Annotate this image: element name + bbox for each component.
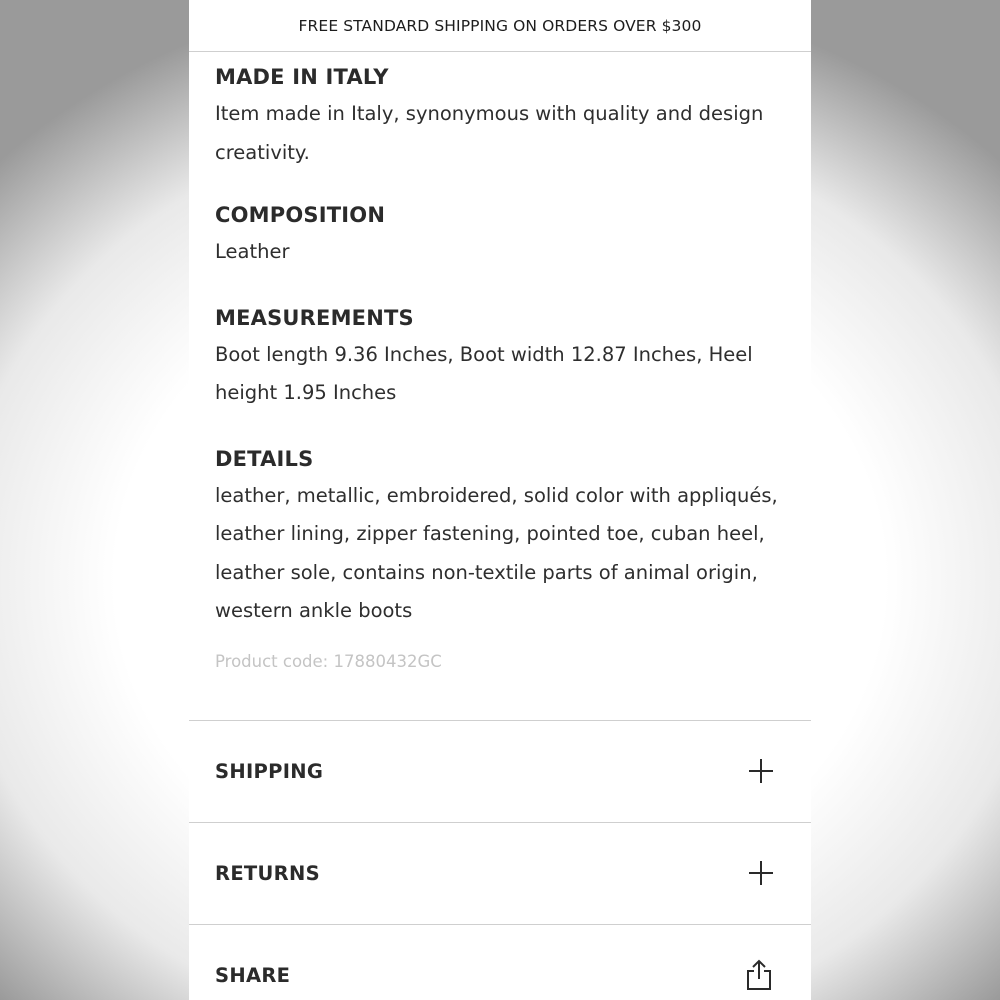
share-icon[interactable]	[745, 959, 773, 991]
product-info	[189, 52, 811, 671]
made-in-italy-heading: MADE IN ITALY	[215, 65, 389, 89]
shipping-banner	[189, 0, 811, 52]
details-heading: DETAILS	[215, 446, 314, 471]
composition-text: Leather	[215, 240, 290, 263]
shipping-label: SHIPPING	[215, 759, 324, 783]
details-text: leather, metallic, embroidered, solid color with appliqués, leather lining, zipper fastening, pointed toe, cuban heel, leather sole, contains non-textile parts of animal origin, western ankle boots	[215, 483, 778, 622]
returns-accordion[interactable]	[189, 822, 811, 923]
details-section	[215, 413, 785, 631]
returns-label: RETURNS	[215, 861, 320, 885]
plus-icon[interactable]	[749, 759, 773, 783]
share-label: SHARE	[215, 963, 291, 987]
shipping-banner-text: FREE STANDARD SHIPPING ON ORDERS OVER $300	[298, 16, 702, 35]
composition-section	[215, 172, 785, 272]
made-in-italy-text: Item made in Italy, synonymous with quality and design creativity.	[215, 102, 764, 164]
share-row[interactable]	[189, 924, 811, 1000]
product-code: Product code: 17880432GC	[215, 651, 442, 671]
composition-heading: COMPOSITION	[215, 203, 386, 227]
shipping-accordion[interactable]	[189, 720, 811, 821]
measurements-text: Boot length 9.36 Inches, Boot width 12.87 Inches, Heel height 1.95 Inches	[215, 342, 753, 404]
made-in-italy-section	[215, 52, 785, 172]
product-details-page	[189, 0, 811, 1000]
measurements-heading: MEASUREMENTS	[215, 305, 414, 330]
measurements-section	[215, 272, 785, 413]
plus-icon[interactable]	[749, 861, 773, 885]
